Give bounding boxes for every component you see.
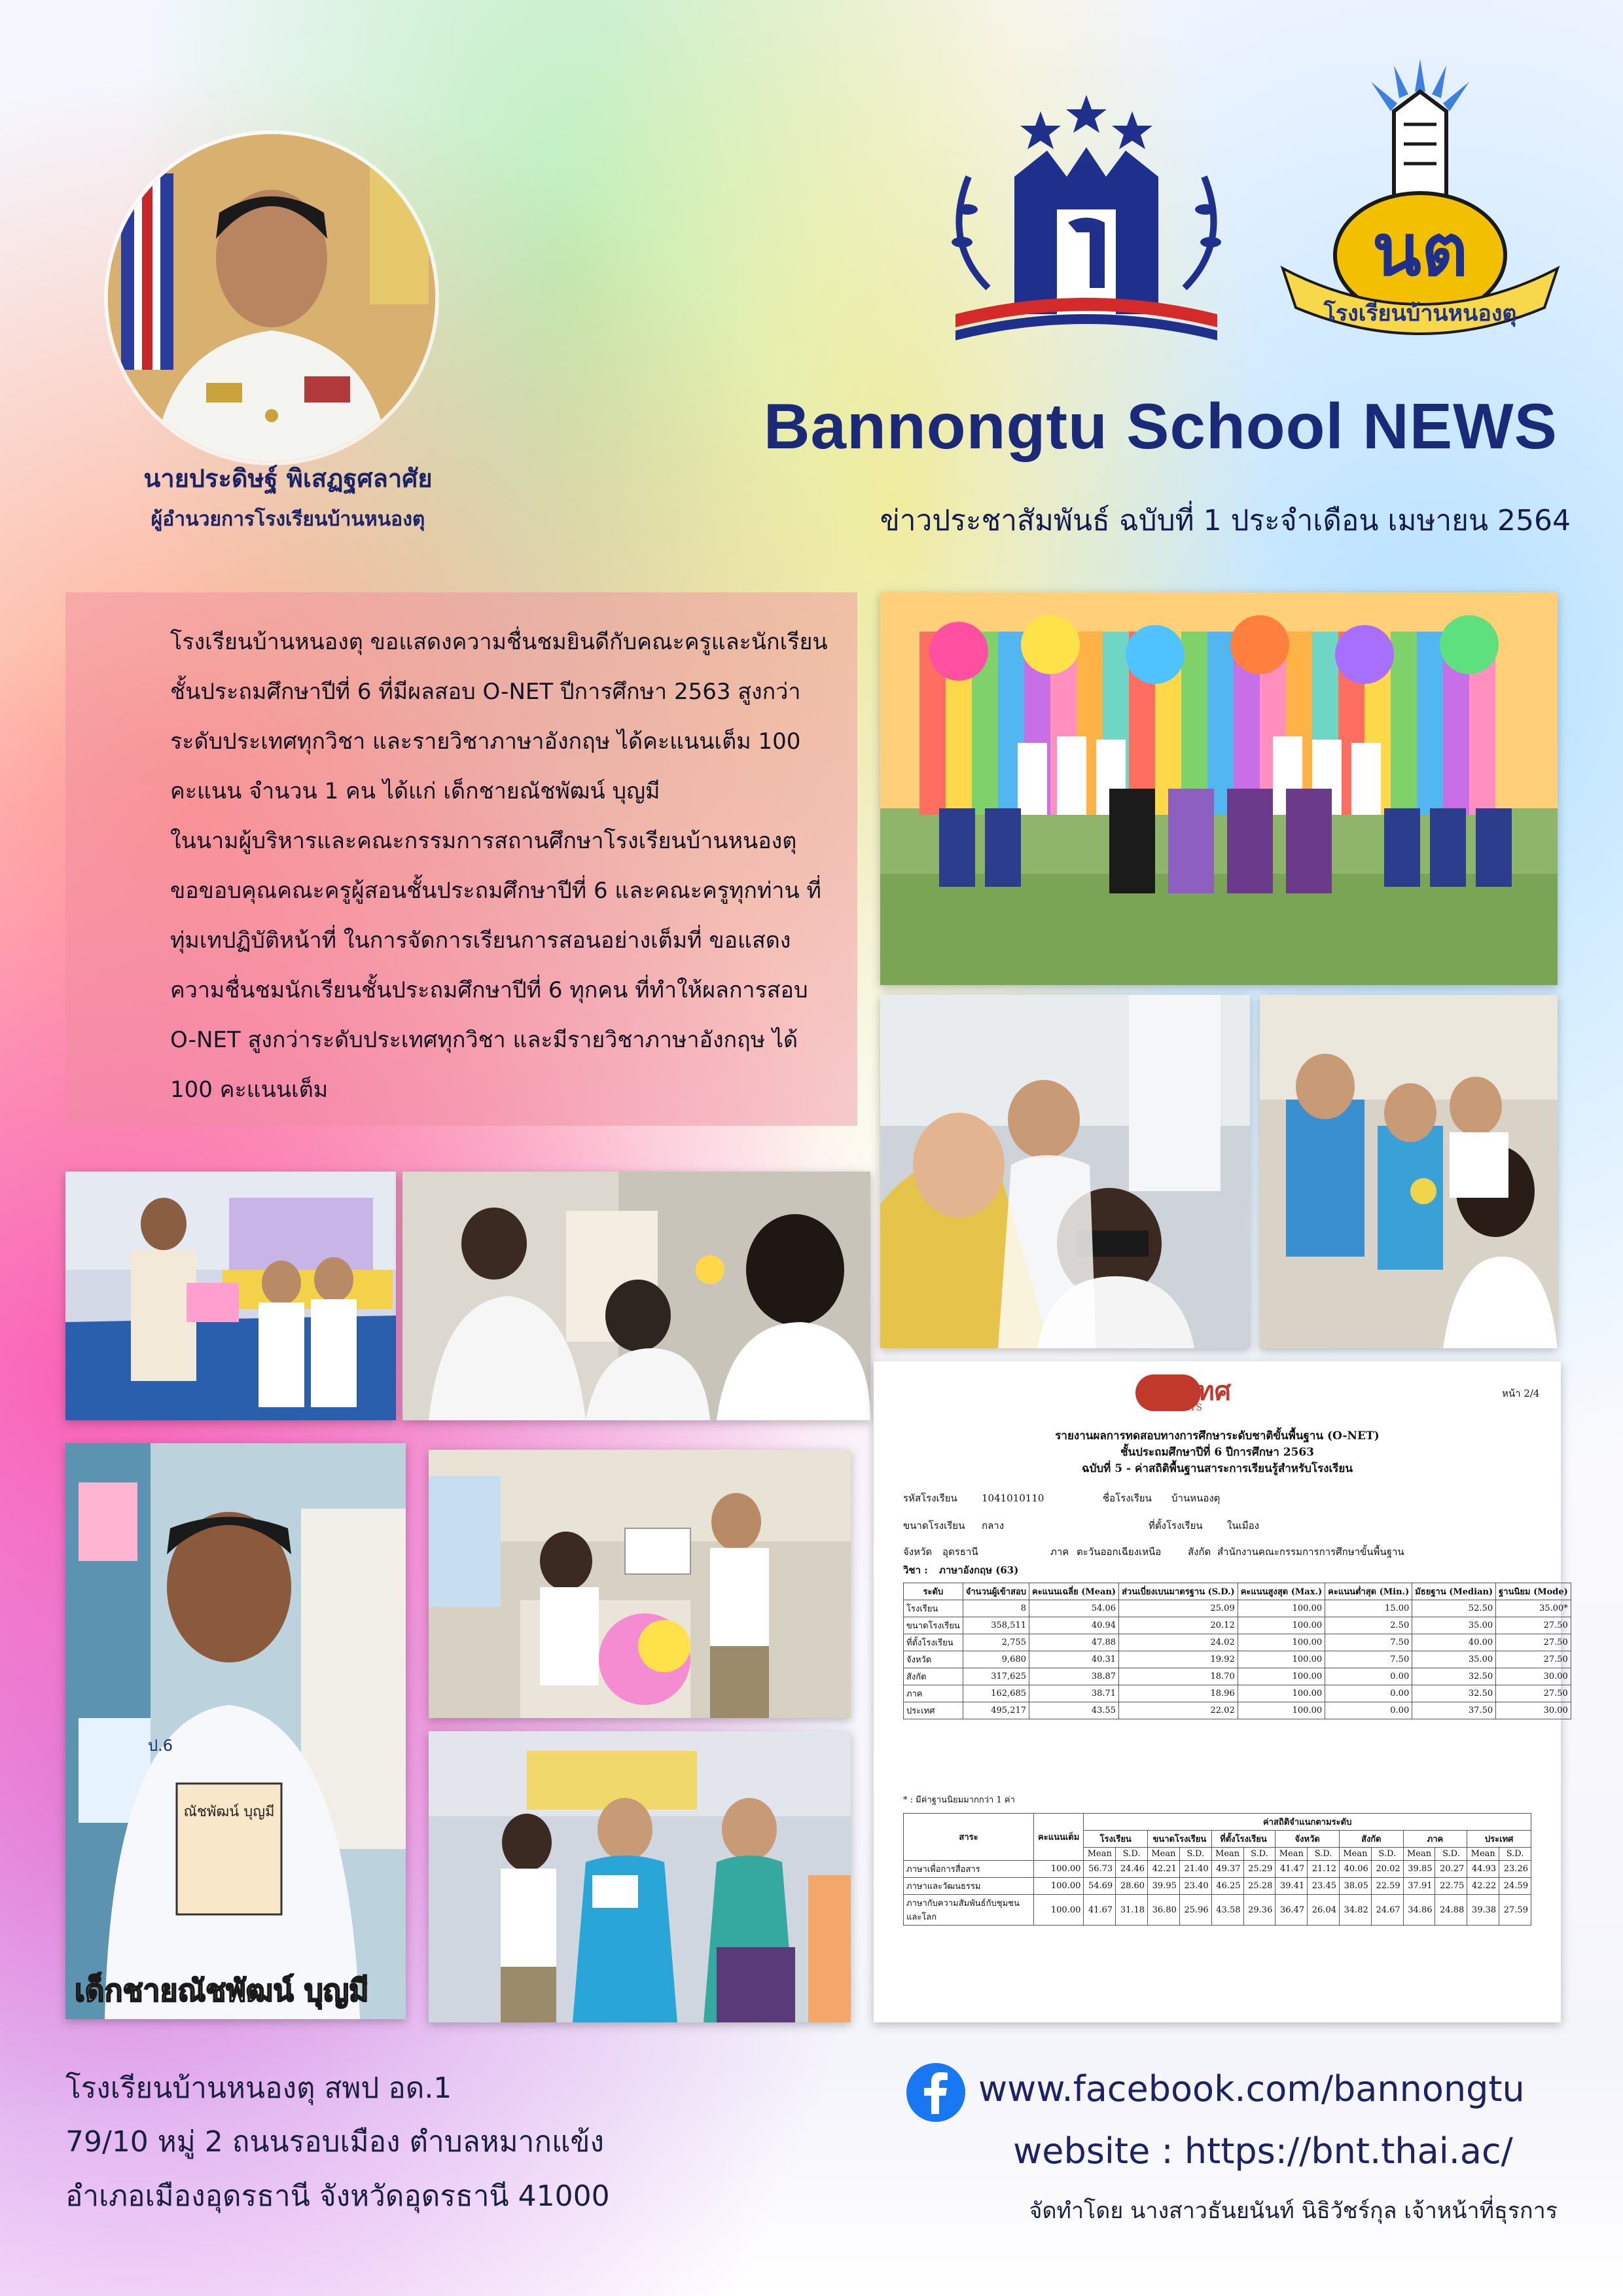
strand-cell: 31.18 (1116, 1895, 1148, 1926)
award-photo-2 (402, 1172, 870, 1420)
stats-row (904, 1651, 1571, 1668)
strand-cell: 39.38 (1467, 1895, 1499, 1926)
stats-header-cell: จำนวนผู้เข้าสอบ (963, 1583, 1029, 1600)
strand-cell: 25.28 (1243, 1878, 1275, 1895)
stats-cell: 43.55 (1029, 1702, 1119, 1719)
strand-cell: 20.02 (1371, 1861, 1403, 1878)
stats-cell: 0.00 (1325, 1668, 1412, 1685)
strand-cell: 23.26 (1499, 1861, 1531, 1878)
strand-cell: 25.29 (1243, 1861, 1275, 1878)
award-photo-4 (429, 1731, 851, 2022)
stats-cell: 2.50 (1325, 1617, 1412, 1634)
strand-cell: 36.47 (1275, 1895, 1308, 1926)
facebook-link[interactable]: www.facebook.com/bannongtu (978, 2068, 1525, 2109)
strand-row (904, 1878, 1531, 1895)
strand-cell: 44.93 (1467, 1861, 1499, 1878)
stats-cell: 317,625 (963, 1668, 1029, 1685)
stats-cell: 19.92 (1119, 1651, 1238, 1668)
stats-header-cell: คะแนนสูงสุด (Max.) (1238, 1583, 1325, 1600)
stats-cell: 7.50 (1325, 1634, 1412, 1651)
report-title-1: รายงานผลการทดสอบทางการศึกษาระดับชาติขั้นพื้นฐาน (O-NET) (1055, 1429, 1380, 1443)
strand-group-header: ค่าสถิติจำแนกตามระดับ (1084, 1814, 1531, 1831)
strand-cell: 43.58 (1211, 1895, 1243, 1926)
strand-cell: 29.36 (1243, 1895, 1275, 1926)
school-size: กลาง (982, 1520, 1005, 1532)
region: ตะวันออกเฉียงเหนือ (1077, 1546, 1162, 1558)
student-caption: เด็กชายณัชพัฒน์ บุญมี (75, 1973, 369, 2008)
strand-cell: 24.67 (1371, 1895, 1403, 1926)
article-box (65, 592, 857, 1126)
stats-cell: 100.00 (1238, 1651, 1325, 1668)
table-note: * : มีค่าฐานนิยมมากกว่า 1 ค่า (903, 1795, 1015, 1805)
strand-cell: 34.82 (1340, 1895, 1372, 1926)
stats-cell: 18.70 (1119, 1668, 1238, 1685)
stats-cell: 32.50 (1412, 1668, 1496, 1685)
strand-cell: 41.47 (1275, 1861, 1308, 1878)
strand-cell: 27.59 (1499, 1895, 1531, 1926)
strand-cell: 39.85 (1403, 1861, 1435, 1878)
stats-cell: 0.00 (1325, 1685, 1412, 1702)
student-photo (65, 1443, 406, 2019)
stats-cell: 35.00 (1412, 1617, 1496, 1634)
stats-header-cell: คะแนนต่ำสุด (Min.) (1325, 1583, 1412, 1600)
stats-cell: 32.50 (1412, 1685, 1496, 1702)
credit-line: จัดทำโดย นางสาวธันยนันท์ นิธิวัชร์กุล เจ้าหน้าที่ธุรการ (1029, 2198, 1558, 2224)
strand-sub-header: Mean (1340, 1848, 1372, 1861)
stats-cell: 100.00 (1238, 1668, 1325, 1685)
stats-cell: 358,511 (963, 1617, 1029, 1634)
strand-sub-header: Mean (1211, 1848, 1243, 1861)
badge-text: ป.6 (147, 1736, 173, 1755)
strand-cell: 42.21 (1148, 1861, 1180, 1878)
footer-school: โรงเรียนบ้านหนองตุ สพป อด.1 (65, 2072, 452, 2105)
stats-cell: 100.00 (1238, 1617, 1325, 1634)
province: อุดรธานี (942, 1546, 978, 1558)
school-seal-logo (1263, 52, 1577, 340)
affiliation-label: สังกัด (1188, 1546, 1211, 1558)
stats-cell: 25.09 (1119, 1600, 1238, 1617)
subject: ภาษาอังกฤษ (63) (939, 1564, 1019, 1576)
strand-header-cell: คะแนนเต็ม (1034, 1814, 1084, 1861)
strand-cell: 49.37 (1211, 1861, 1243, 1878)
stats-cell: 40.94 (1029, 1617, 1119, 1634)
stats-row (904, 1634, 1571, 1651)
facebook-icon (906, 2063, 965, 2122)
strand-sub-header: Mean (1148, 1848, 1180, 1861)
stats-header-cell: ส่วนเบี่ยงเบนมาตรฐาน (S.D.) (1119, 1583, 1238, 1600)
report-page-number: หน้า 2/4 (1502, 1388, 1540, 1399)
strand-level-header: ที่ตั้งโรงเรียน (1211, 1831, 1275, 1848)
stats-cell: โรงเรียน (904, 1600, 963, 1617)
strand-cell: 21.40 (1179, 1861, 1211, 1878)
strand-cell: 100.00 (1034, 1895, 1084, 1926)
strand-sub-header: S.D. (1371, 1848, 1403, 1861)
strand-sub-header: Mean (1084, 1848, 1116, 1861)
onet-stats-table (903, 1583, 1571, 1719)
ceremony-photo-2 (1260, 995, 1558, 1348)
strand-cell: 22.75 (1435, 1878, 1467, 1895)
school-size-label: ขนาดโรงเรียน (903, 1520, 965, 1532)
strand-cell: 41.67 (1084, 1895, 1116, 1926)
stats-cell: 100.00 (1238, 1702, 1325, 1719)
subject-label: วิชา : (903, 1564, 928, 1576)
stats-cell: 22.02 (1119, 1702, 1238, 1719)
strand-cell: ภาษาและวัฒนธรรม (904, 1878, 1034, 1895)
strand-level-header: สังกัด (1340, 1831, 1404, 1848)
province-label: จังหวัด (903, 1546, 933, 1558)
strand-level-header: โรงเรียน (1084, 1831, 1148, 1848)
stats-cell: 30.00 (1496, 1668, 1571, 1685)
strand-sub-header: S.D. (1116, 1848, 1148, 1861)
strand-row (904, 1861, 1531, 1878)
stats-cell: 27.50 (1496, 1685, 1571, 1702)
obec-crown-logo (916, 92, 1257, 367)
issue-line: ข่าวประชาสัมพันธ์ ฉบับที่ 1 ประจำเดือน เมษายน 2564 (880, 504, 1571, 537)
niets-logo-sub: NIETS (1171, 1403, 1202, 1413)
stats-header-cell: มัธยฐาน (Median) (1412, 1583, 1496, 1600)
stats-row (904, 1600, 1571, 1617)
report-title-2: ชั้นประถมศึกษาปีที่ 6 ปีการศึกษา 2563 (1120, 1446, 1315, 1459)
seal-monogram: นต (1372, 208, 1469, 292)
strand-cell: 20.27 (1435, 1861, 1467, 1878)
strand-cell: 23.45 (1308, 1878, 1340, 1895)
strand-sub-header: Mean (1275, 1848, 1308, 1861)
stats-cell: 54.06 (1029, 1600, 1119, 1617)
strand-cell: ภาษากับความสัมพันธ์กับชุมชนและโลก (904, 1895, 1034, 1926)
strand-level-header: ภาค (1403, 1831, 1467, 1848)
stats-cell: 100.00 (1238, 1600, 1325, 1617)
strand-cell: 21.12 (1308, 1861, 1340, 1878)
strand-cell: 40.06 (1340, 1861, 1372, 1878)
stats-cell: ขนาดโรงเรียน (904, 1617, 963, 1634)
school-name: บ้านหนองตุ (1171, 1492, 1221, 1504)
director-title: ผู้อำนวยการโรงเรียนบ้านหนองตุ (151, 508, 425, 531)
school-code: 1041010110 (982, 1492, 1044, 1504)
strand-cell: 46.25 (1211, 1878, 1243, 1895)
strand-level-header: จังหวัด (1275, 1831, 1340, 1848)
strand-cell: 36.80 (1148, 1895, 1180, 1926)
strand-cell: 23.40 (1179, 1878, 1211, 1895)
stats-cell: 7.50 (1325, 1651, 1412, 1668)
strand-cell: 26.04 (1308, 1895, 1340, 1926)
strand-cell: 25.96 (1179, 1895, 1211, 1926)
footer-address-2: อำเภอเมืองอุดรธานี จังหวัดอุดรธานี 41000 (65, 2179, 610, 2213)
stats-header-cell: ระดับ (904, 1583, 963, 1600)
stats-cell: 100.00 (1238, 1634, 1325, 1651)
stats-cell: 2,755 (963, 1634, 1029, 1651)
stats-cell: 15.00 (1325, 1600, 1412, 1617)
niets-logo-text: สทศ (1181, 1376, 1232, 1407)
stats-cell: 9,680 (963, 1651, 1029, 1668)
strand-cell: 24.46 (1116, 1861, 1148, 1878)
strand-sub-header: S.D. (1179, 1848, 1211, 1861)
stats-cell: 20.12 (1119, 1617, 1238, 1634)
seal-text: โรงเรียนบ้านหนองตุ (1323, 300, 1517, 327)
strand-header-cell: สาระ (904, 1814, 1034, 1861)
strand-cell: 34.86 (1403, 1895, 1435, 1926)
strand-sub-header: Mean (1467, 1848, 1499, 1861)
stats-cell: 0.00 (1325, 1702, 1412, 1719)
school-code-label: รหัสโรงเรียน (903, 1492, 957, 1504)
affiliation: สำนักงานคณะกรรมการการศึกษาขั้นพื้นฐาน (1217, 1546, 1404, 1558)
award-photo-3 (429, 1450, 851, 1718)
strand-cell: 54.69 (1084, 1878, 1116, 1895)
stats-cell: 27.50 (1496, 1617, 1571, 1634)
region-label: ภาค (1050, 1546, 1069, 1558)
stats-header-cell: คะแนนเฉลี่ย (Mean) (1029, 1583, 1119, 1600)
strand-cell: 100.00 (1034, 1861, 1084, 1878)
stats-cell: 27.50 (1496, 1634, 1571, 1651)
strand-row (904, 1895, 1531, 1926)
onet-report-document (874, 1361, 1568, 2022)
strand-sub-header: S.D. (1499, 1848, 1531, 1861)
stats-cell: ภาค (904, 1685, 963, 1702)
strand-sub-header: S.D. (1243, 1848, 1275, 1861)
stats-row (904, 1617, 1571, 1634)
stats-cell: 30.00 (1496, 1702, 1571, 1719)
strand-cell: 100.00 (1034, 1878, 1084, 1895)
stats-cell: 40.00 (1412, 1634, 1496, 1651)
school-name-label: ชื่อโรงเรียน (1103, 1492, 1152, 1504)
strand-cell: 24.88 (1435, 1895, 1467, 1926)
school-location-label: ที่ตั้งโรงเรียน (1149, 1520, 1203, 1532)
strand-sub-header: S.D. (1308, 1848, 1340, 1861)
strand-cell: 42.22 (1467, 1878, 1499, 1895)
school-location: ในเมือง (1227, 1520, 1259, 1532)
stats-cell: 27.50 (1496, 1651, 1571, 1668)
stats-cell: 38.71 (1029, 1685, 1119, 1702)
stats-cell: สังกัด (904, 1668, 963, 1685)
strand-sub-header: S.D. (1435, 1848, 1467, 1861)
stats-header-cell: ฐานนิยม (Mode) (1496, 1583, 1571, 1600)
group-photo (880, 592, 1558, 985)
stats-cell: ประเทศ (904, 1702, 963, 1719)
strand-cell: 56.73 (1084, 1861, 1116, 1878)
stats-row (904, 1702, 1571, 1719)
strand-cell: 38.05 (1340, 1878, 1372, 1895)
stats-cell: 100.00 (1238, 1685, 1325, 1702)
director-name: นายประดิษฐ์ พิเสฏฐศลาศัย (143, 463, 433, 493)
stats-cell: 24.02 (1119, 1634, 1238, 1651)
stats-cell: 18.96 (1119, 1685, 1238, 1702)
strand-cell: ภาษาเพื่อการสื่อสาร (904, 1861, 1034, 1878)
article-paragraph-1: โรงเรียนบ้านหนองตุ ขอแสดงความชื่นชมยินดีกับคณะครูและนักเรียนชั้นประถมศึกษาปีที่ 6 ที่มีผลสอบ O-NET ปีการศึกษา 2563 สูงกว่าระดับประเทศทุกวิชา และรายวิชาภาษาอังกฤษ ได้คะแนนเต็ม 100 คะแนน จำนวน 1 คน ได้แก่ เด็กชายณัชพัฒน์ บุญมี (170, 629, 828, 804)
website-link[interactable]: website : https://bnt.thai.ac/ (1013, 2130, 1513, 2172)
stats-cell: จังหวัด (904, 1651, 963, 1668)
article-paragraph-2: ในนามผู้บริหารและคณะกรรมการสถานศึกษาโรงเรียนบ้านหนองตุ ขอขอบคุณคณะครูผู้สอนชั้นประถมศึกษาปีที่ 6 และคณะครูทุกท่าน ที่ทุ่มเทปฏิบัติหน้าที่ ในการจัดการเรียนการสอนอย่างเต็มที่ ขอแสดงความชื่นชมนักเรียนชั้นประถมศึกษาปีที่ 6 ทุกคน ที่ทำให้ผลการสอบ O-NET สูงกว่าระดับประเทศทุกวิชา และมีรายวิชาภาษาอังกฤษ ได้ 100 คะแนนเต็ม (170, 828, 821, 1103)
stats-cell: 162,685 (963, 1685, 1029, 1702)
strand-cell: 39.41 (1275, 1878, 1308, 1895)
masthead-title: Bannongtu School NEWS (763, 390, 1558, 462)
report-title-3: ฉบับที่ 5 - ค่าสถิติพื้นฐานสาระการเรียนรู้สำหรับโรงเรียน (1082, 1462, 1353, 1475)
ceremony-photo-1 (880, 995, 1250, 1348)
stats-cell: 8 (963, 1600, 1029, 1617)
stats-cell: 47.88 (1029, 1634, 1119, 1651)
strand-sub-header: Mean (1403, 1848, 1435, 1861)
strand-cell: 39.95 (1148, 1878, 1180, 1895)
strand-level-header: ขนาดโรงเรียน (1148, 1831, 1212, 1848)
stats-cell: 35.00* (1496, 1600, 1571, 1617)
stats-cell: 52.50 (1412, 1600, 1496, 1617)
strand-cell: 37.91 (1403, 1878, 1435, 1895)
strand-level-header: ประเทศ (1467, 1831, 1531, 1848)
stats-row (904, 1668, 1571, 1685)
award-photo-1 (65, 1172, 396, 1420)
stats-cell: 38.87 (1029, 1668, 1119, 1685)
strand-cell: 22.59 (1371, 1878, 1403, 1895)
footer-address-1: 79/10 หมู่ 2 ถนนรอบเมือง ตำบลหมากแข้ง (65, 2125, 604, 2159)
name-tag-text: ณัชพัฒน์ บุญมี (183, 1804, 275, 1820)
stats-cell: 40.31 (1029, 1651, 1119, 1668)
stats-cell: 37.50 (1412, 1702, 1496, 1719)
stats-cell: 35.00 (1412, 1651, 1496, 1668)
stats-row (904, 1685, 1571, 1702)
stats-cell: ที่ตั้งโรงเรียน (904, 1634, 963, 1651)
strand-cell: 28.60 (1116, 1878, 1148, 1895)
strand-cell: 24.59 (1499, 1878, 1531, 1895)
onet-strand-table (903, 1813, 1531, 1926)
director-portrait (108, 134, 435, 461)
stats-cell: 495,217 (963, 1702, 1029, 1719)
